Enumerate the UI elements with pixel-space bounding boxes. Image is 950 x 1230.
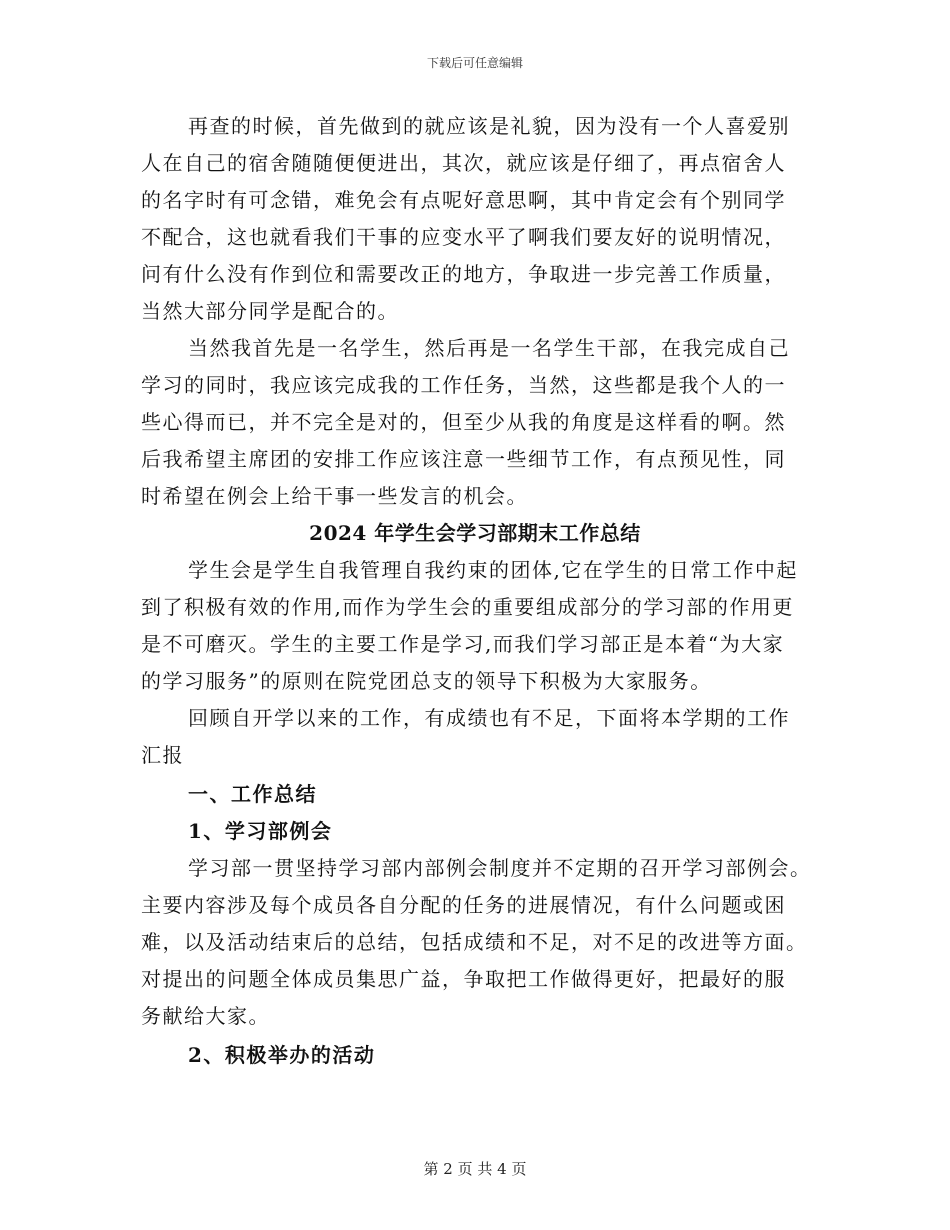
paragraph-line: 问有什么没有作到位和需要改正的地方，争取进一步完善工作质量， — [141, 262, 786, 286]
paragraph-line: 时希望在例会上给干事一些发言的机会。 — [141, 484, 528, 508]
paragraph-line: 对提出的问题全体成员集思广益，争取把工作做得更好，把最好的服 — [141, 967, 786, 991]
paragraph-line: 当然大部分同学是配合的。 — [141, 299, 399, 323]
paragraph-line: 回顾自开学以来的工作，有成绩也有不足，下面将本学期的工作 — [188, 706, 790, 730]
paragraph-line: 难，以及活动结束后的总结，包括成绩和不足，对不足的改进等方面。 — [141, 930, 808, 954]
paragraph-line: 是不可磨灭。学生的主要工作是学习,而我们学习部正是本着“为大家 — [141, 632, 785, 656]
paragraph-line: 学生会是学生自我管理自我约束的团体,它在学生的日常工作中起 — [188, 558, 798, 582]
paragraph-line: 务献给大家。 — [141, 1004, 270, 1028]
paragraph-line: 到了积极有效的作用,而作为学生会的重要组成部分的学习部的作用更 — [141, 595, 794, 619]
page-header: 下载后可任意编辑 — [426, 56, 523, 70]
paragraph-line: 主要内容涉及每个成员各自分配的任务的进展情况，有什么问题或困 — [141, 893, 786, 917]
page-footer: 第 2 页 共 4 页 — [423, 1160, 527, 1178]
paragraph-line: 再查的时候，首先做到的就应该是礼貌，因为没有一个人喜爱别 — [188, 114, 790, 138]
heading-work-summary: 一、工作总结 — [188, 782, 317, 806]
paragraph-line: 不配合，这也就看我们干事的应变水平了啊我们要友好的说明情况， — [141, 225, 786, 249]
paragraph-line: 汇报 — [141, 743, 184, 767]
paragraph-line: 学习部一贯坚持学习部内部例会制度并不定期的召开学习部例会。 — [188, 856, 812, 880]
paragraph-line: 学习的同时，我应该完成我的工作任务，当然，这些都是我个人的一 — [141, 373, 786, 397]
heading-study-meeting: 1、学习部例会 — [188, 819, 333, 843]
section-title: 2024 年学生会学习部期末工作总结 — [309, 521, 641, 545]
heading-activities: 2、积极举办的活动 — [188, 1043, 376, 1067]
paragraph-line: 后我希望主席团的安排工作应该注意一些细节工作，有点预见性，同 — [141, 447, 786, 471]
paragraph-line: 的学习服务”的原则在院党团总支的领导下积极为大家服务。 — [141, 669, 712, 693]
paragraph-line: 些心得而已，并不完全是对的，但至少从我的角度是这样看的啊。然 — [141, 410, 786, 434]
paragraph-line: 的名字时有可念错，难免会有点呢好意思啊，其中肯定会有个别同学 — [141, 188, 786, 212]
paragraph-line: 当然我首先是一名学生，然后再是一名学生干部，在我完成自己 — [188, 336, 790, 360]
paragraph-line: 人在自己的宿舍随随便便进出，其次，就应该是仔细了，再点宿舍人 — [141, 151, 786, 175]
